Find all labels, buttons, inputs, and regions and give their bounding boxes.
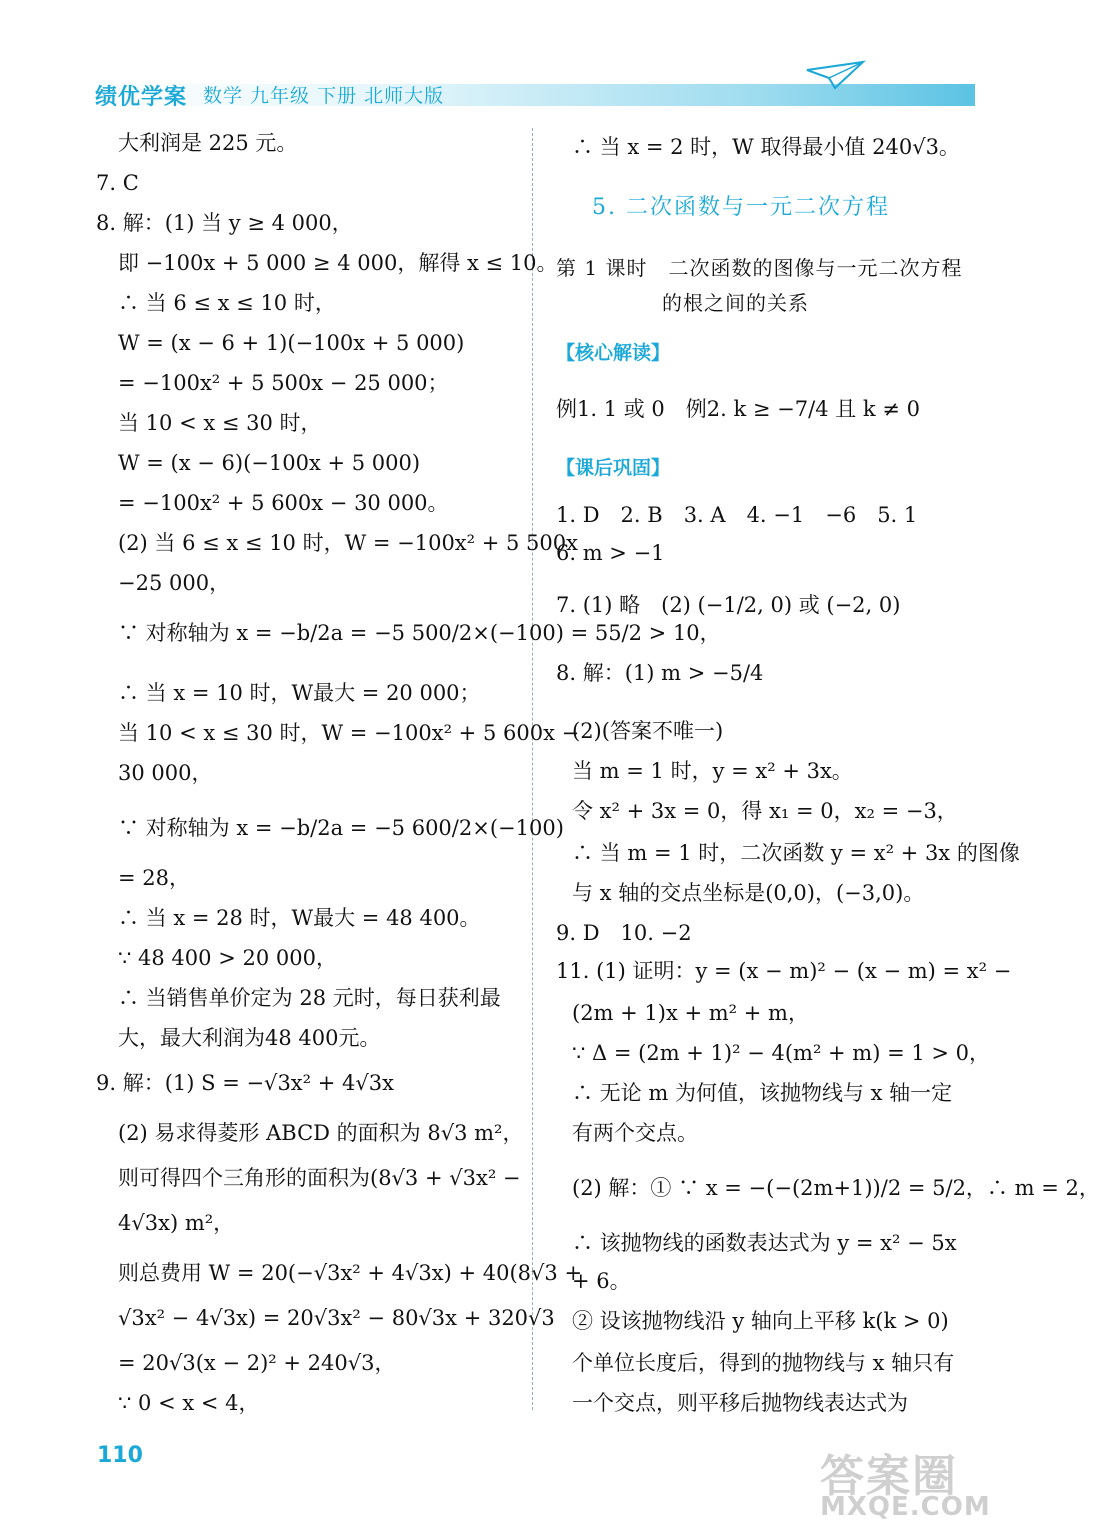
right-text-line: + 6。 [572,1269,631,1293]
right-text-line: 7. (1) 略 (2) (−1/2, 0) 或 (−2, 0) [556,593,901,617]
right-text-line: 与 x 轴的交点坐标是(0,0)，(−3,0)。 [572,881,925,905]
watermark-bottom: MXQE.COM [820,1492,991,1522]
left-text-line: 当 10 < x ≤ 30 时， [118,411,322,435]
left-text-line: 8. 解：(1) 当 y ≥ 4 000， [96,211,353,235]
right-text-line: ∴ 当 m = 1 时，二次函数 y = x² + 3x 的图像 [572,841,1020,865]
right-text-line: ∴ 该抛物线的函数表达式为 y = x² − 5x [572,1231,957,1255]
right-text-line: 8. 解：(1) m > −5/4 [556,661,764,685]
right-text-line: 11. (1) 证明：y = (x − m)² − (x − m) = x² − [556,959,1012,983]
right-text-line: (2m + 1)x + m² + m， [572,1001,809,1025]
page-header [0,0,1011,118]
left-text-line: W = (x − 6 + 1)(−100x + 5 000) [118,331,465,355]
right-text-line: 【课后巩固】 [556,457,671,479]
left-text-line: 则总费用 W = 20(−√3x² + 4√3x) + 40(8√3 + [118,1261,583,1285]
left-text-line: 大，最大利润为48 400元。 [118,1026,381,1050]
left-text-line: (2) 易求得菱形 ABCD 的面积为 8√3 m²， [118,1121,524,1145]
left-text-line: 大利润是 225 元。 [118,131,298,155]
right-text-line: 9. D 10. −2 [556,921,692,945]
watermark [820,1440,991,1522]
right-text-line: 1. D 2. B 3. A 4. −1 −6 5. 1 [556,503,918,527]
left-text-line: −25 000， [118,571,231,595]
left-text-line: ∴ 当销售单价定为 28 元时，每日获利最 [118,986,501,1010]
book-subtitle: 数学 九年级 下册 北师大版 [203,85,445,107]
brand-logo: 绩优学案 [95,85,188,110]
right-text-line: 6. m > −1 [556,541,665,565]
left-text-line: ∴ 当 x = 10 时，W最大 = 20 000； [118,681,481,705]
left-text-line: √3x² − 4√3x) = 20√3x² − 80√3x + 320√3 [118,1306,555,1330]
left-text-line: = 20√3(x − 2)² + 240√3， [118,1351,396,1375]
left-text-line: 即 −100x + 5 000 ≥ 4 000，解得 x ≤ 10。 [118,251,558,275]
left-text-line: ∵ 0 < x < 4， [118,1391,260,1415]
paper-plane-icon [805,58,865,98]
watermark-top: 答案圈 [820,1451,958,1502]
right-text-line: 【核心解读】 [556,342,671,364]
left-text-line: (2) 当 6 ≤ x ≤ 10 时，W = −100x² + 5 500x [118,531,578,555]
left-text-line: ∵ 对称轴为 x = −b/2a = −5 500/2×(−100) = 55/2 > 10， [118,621,721,645]
right-text-line: 的根之间的关系 [662,291,809,315]
right-text-line: 当 m = 1 时，y = x² + 3x。 [572,759,853,783]
right-text-line: ∵ Δ = (2m + 1)² − 4(m² + m) = 1 > 0， [572,1041,991,1065]
right-text-line: 个单位长度后，得到的抛物线与 x 轴只有 [572,1351,955,1375]
left-text-line: = 28， [118,866,190,890]
left-text-line: W = (x − 6)(−100x + 5 000) [118,451,421,475]
right-text-line: 有两个交点。 [572,1121,698,1145]
right-text-line: (2) 解：① ∵ x = −(−(2m+1))/2 = 5/2，∴ m = 2， [572,1176,1100,1200]
right-text-line: 第 1 课时 二次函数的图像与一元二次方程 [556,256,963,280]
left-text-line: 当 10 < x ≤ 30 时，W = −100x² + 5 600x − [118,721,580,745]
left-text-line: ∵ 48 400 > 20 000， [118,946,337,970]
right-text-line: (2)(答案不唯一) [572,719,724,743]
page-number: 110 [97,1443,143,1468]
left-text-line: ∴ 当 6 ≤ x ≤ 10 时， [118,291,336,315]
right-text-line: 例1. 1 或 0 例2. k ≥ −7/4 且 k ≠ 0 [556,397,920,421]
left-text-line: 7. C [96,171,139,195]
right-text-line: ∴ 无论 m 为何值，该抛物线与 x 轴一定 [572,1081,953,1105]
left-text-line: ∵ 对称轴为 x = −b/2a = −5 600/2×(−100) [118,816,564,840]
left-text-line: 9. 解：(1) S = −√3x² + 4√3x [96,1071,394,1095]
left-text-line: = −100x² + 5 500x − 25 000； [118,371,449,395]
right-text-line: ② 设该抛物线沿 y 轴向上平移 k(k > 0) [572,1309,949,1333]
right-text-line: 5. 二次函数与一元二次方程 [592,195,890,220]
right-text-line: 令 x² + 3x = 0，得 x₁ = 0，x₂ = −3， [572,799,958,823]
left-text-line: 4√3x) m²， [118,1211,235,1235]
left-text-line: ∴ 当 x = 28 时，W最大 = 48 400。 [118,906,481,930]
left-text-line: 30 000， [118,761,213,785]
right-text-line: ∴ 当 x = 2 时，W 取得最小值 240√3。 [572,135,960,159]
left-text-line: 则可得四个三角形的面积为(8√3 + √3x² − [118,1166,521,1190]
left-text-line: = −100x² + 5 600x − 30 000。 [118,491,449,515]
right-text-line: 一个交点，则平移后抛物线表达式为 [572,1391,908,1415]
column-divider [532,128,533,1410]
